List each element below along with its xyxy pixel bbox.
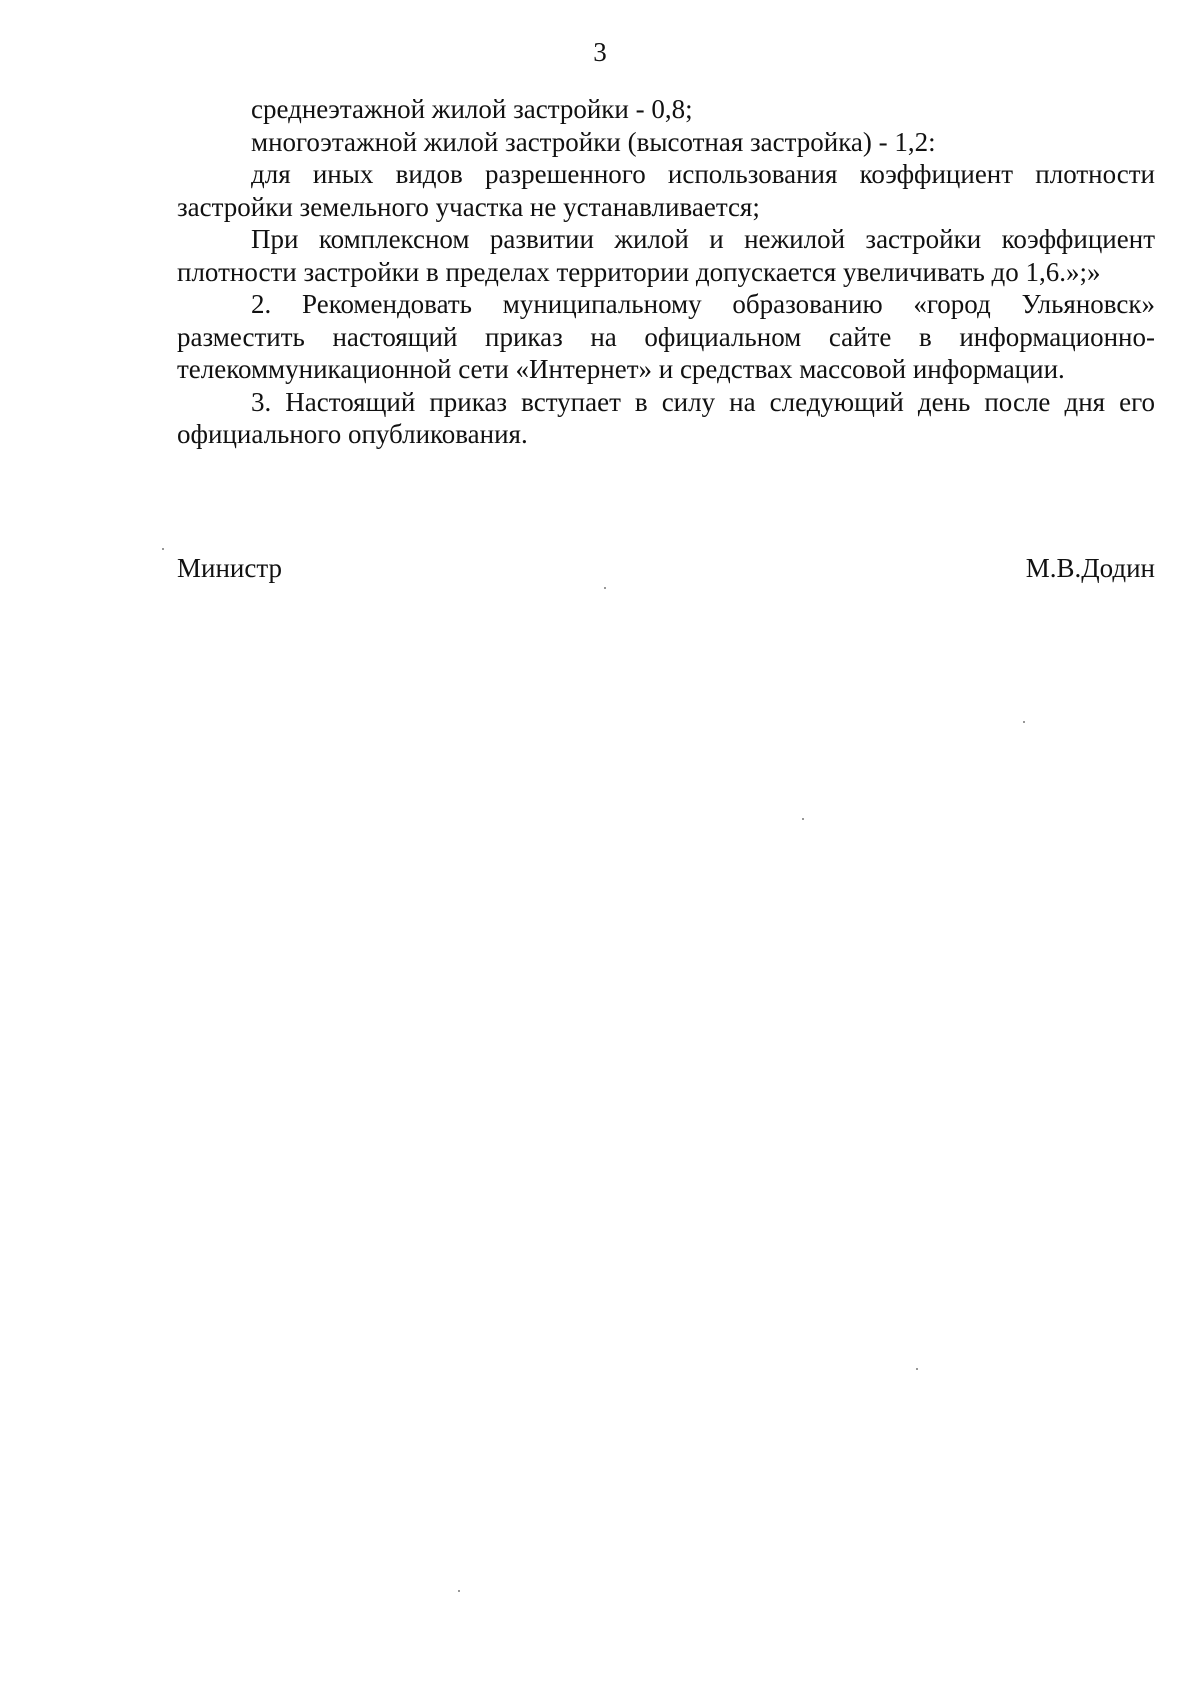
- signer-position: Министр: [177, 553, 282, 583]
- paragraph-other-uses: для иных видов разрешенного использования коэффициент плотности застройки земельного участка не устанавливается;: [177, 159, 1155, 222]
- document-body: [177, 93, 1155, 451]
- paragraph-item-3-effective-date: 3. Настоящий приказ вступает в силу на следующий день после дня его официального опубликования.: [177, 386, 1155, 449]
- signer-name: М.В.Додин: [1025, 553, 1155, 583]
- scan-speck: [458, 1590, 460, 1592]
- paragraph-complex-development: При комплексном развитии жилой и нежилой застройки коэффициент плотности застройки в пределах территории допускается увеличивать до 1,6.»;»: [177, 224, 1155, 287]
- paragraph-mid-rise-coefficient: среднеэтажной жилой застройки - 0,8;: [251, 94, 693, 124]
- paragraph-item-2-publication: 2. Рекомендовать муниципальному образованию «город Ульяновск» разместить настоящий приказ на официальном сайте в информационно-телекоммуникационной сети «Интернет» и средствах массовой информации.: [177, 289, 1155, 384]
- scan-speck: [802, 818, 804, 820]
- scan-speck: [1023, 721, 1025, 723]
- signature-block: [177, 552, 1155, 584]
- page-number: 3: [593, 37, 607, 67]
- scan-speck: [162, 548, 164, 550]
- paragraph-high-rise-coefficient: многоэтажной жилой застройки (высотная застройка) - 1,2:: [251, 126, 936, 157]
- scan-speck: [916, 1368, 918, 1370]
- scan-speck: [604, 587, 606, 589]
